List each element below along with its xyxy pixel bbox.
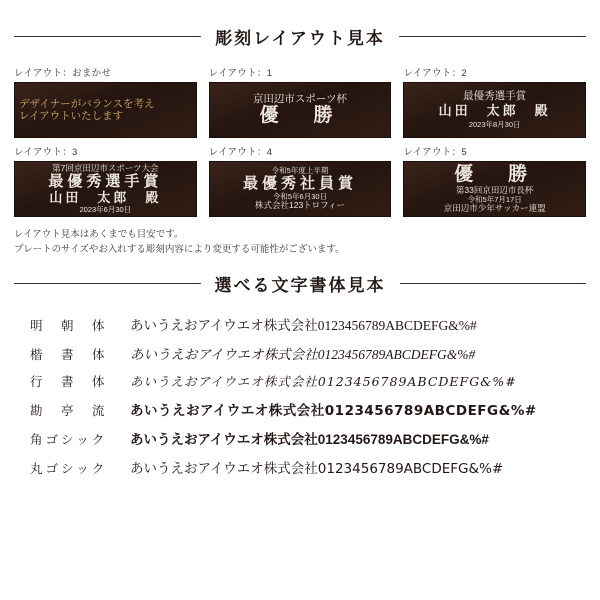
layout-sample-cell [403, 144, 586, 217]
engraved-plate [14, 161, 197, 217]
plate-line: 最優秀社員賞 [242, 175, 357, 193]
plate-line: 令和5年7月17日 [467, 194, 522, 204]
font-sample-row [14, 314, 586, 334]
engraved-plate [403, 161, 586, 217]
font-sample-text: あいうえおアイウエオ株式会社0123456789ABCDEFG&%# [130, 461, 504, 478]
engraved-plate [403, 82, 586, 138]
section-title-font: 選べる文字書体見本 [214, 276, 386, 296]
note-line: プレートのサイズやお入れする彫刻内容により変更する可能性がございます。 [14, 244, 345, 256]
font-sample-row [14, 343, 586, 363]
heading-rule-right [399, 36, 586, 37]
font-sample-text: あいうえおアイウエオ株式会社0123456789ABCDEFG&%# [130, 318, 477, 334]
plate-line: 京田辺市スポーツ杯 [252, 93, 348, 106]
font-name-label: 丸ゴシック [30, 462, 108, 477]
layout-sample-label: レイアウト：4 [208, 147, 273, 158]
layout-sample-label: レイアウト：おまかせ [14, 68, 112, 79]
plate-line: 優 勝 [454, 164, 536, 185]
plate-line: 第33回京田辺市長杯 [455, 184, 534, 195]
layout-sample-cell [14, 65, 197, 138]
layout-sample-label: レイアウト：3 [14, 147, 78, 158]
heading-rule-left [14, 36, 201, 37]
plate-line: 山田 太郎 殿 [438, 103, 551, 119]
font-sample-text: あいうえおアイウエオ株式会社0123456789ABCDEFG&%# [130, 403, 537, 420]
engraved-plate [209, 82, 392, 138]
plate-line: 山田 太郎 殿 [49, 189, 162, 205]
layout-sample-cell [209, 144, 392, 217]
plate-line: 第7回京田辺市スポーツ大会 [52, 162, 159, 173]
font-sample-list [14, 314, 586, 477]
heading-rule-left [14, 283, 201, 284]
plate-line: 令和5年度上半期 [271, 165, 329, 175]
plate-line: 京田辺市少年サッカー連盟 [443, 203, 546, 214]
layout-sample-grid [14, 65, 586, 217]
layout-sample-cell [209, 65, 392, 138]
layout-sample-label: レイアウト：2 [403, 68, 467, 79]
layout-sample-cell [403, 65, 586, 138]
plate-line: 令和5年6月30日 [272, 191, 328, 201]
plate-line: 2023年6月30日 [79, 204, 132, 214]
engraved-plate [209, 161, 392, 217]
font-sample-row [14, 457, 586, 477]
plate-line: レイアウトいたします [19, 110, 124, 122]
engraved-plate [14, 82, 197, 138]
font-sample-text: あいうえおアイウエオ株式会社0123456789ABCDEFG&%# [130, 432, 489, 448]
layout-sample-label: レイアウト：5 [403, 147, 467, 158]
layout-sample-label: レイアウト：1 [208, 68, 273, 79]
section-heading-engraving-layout [14, 0, 586, 49]
font-sample-row [14, 428, 586, 448]
font-name-label: 楷 書 体 [30, 348, 108, 363]
plate-line: 優 勝 [259, 105, 341, 127]
note-line: レイアウト見本はあくまでも目安です。 [14, 229, 184, 240]
plate-line: 株式会社123トロフィー [254, 200, 345, 211]
layout-notes [14, 227, 586, 257]
font-sample-row [14, 372, 586, 390]
heading-rule-right [400, 283, 587, 284]
layout-sample-cell [14, 144, 197, 217]
plate-line: デザイナーがバランスを考え [19, 97, 155, 110]
font-sample-text: あいうえおアイウエオ株式会社0123456789ABCDEFG&%# [130, 374, 517, 390]
section-heading-font-sample [14, 257, 586, 296]
font-name-label: 明 朝 体 [30, 319, 108, 334]
plate-line: 2023年8月30日 [468, 120, 521, 130]
plate-line: 最優秀選手賞 [463, 90, 527, 103]
font-sample-text: あいうえおアイウエオ株式会社0123456789ABCDEFG&%# [130, 347, 476, 363]
font-sample-row [14, 399, 586, 419]
font-name-label: 勘 亭 流 [30, 404, 108, 419]
section-title-engraving: 彫刻レイアウト見本 [215, 29, 385, 48]
font-name-label: 行 書 体 [30, 375, 108, 390]
font-name-label: 角ゴシック [30, 433, 108, 448]
plate-line: 最優秀選手賞 [48, 173, 163, 191]
